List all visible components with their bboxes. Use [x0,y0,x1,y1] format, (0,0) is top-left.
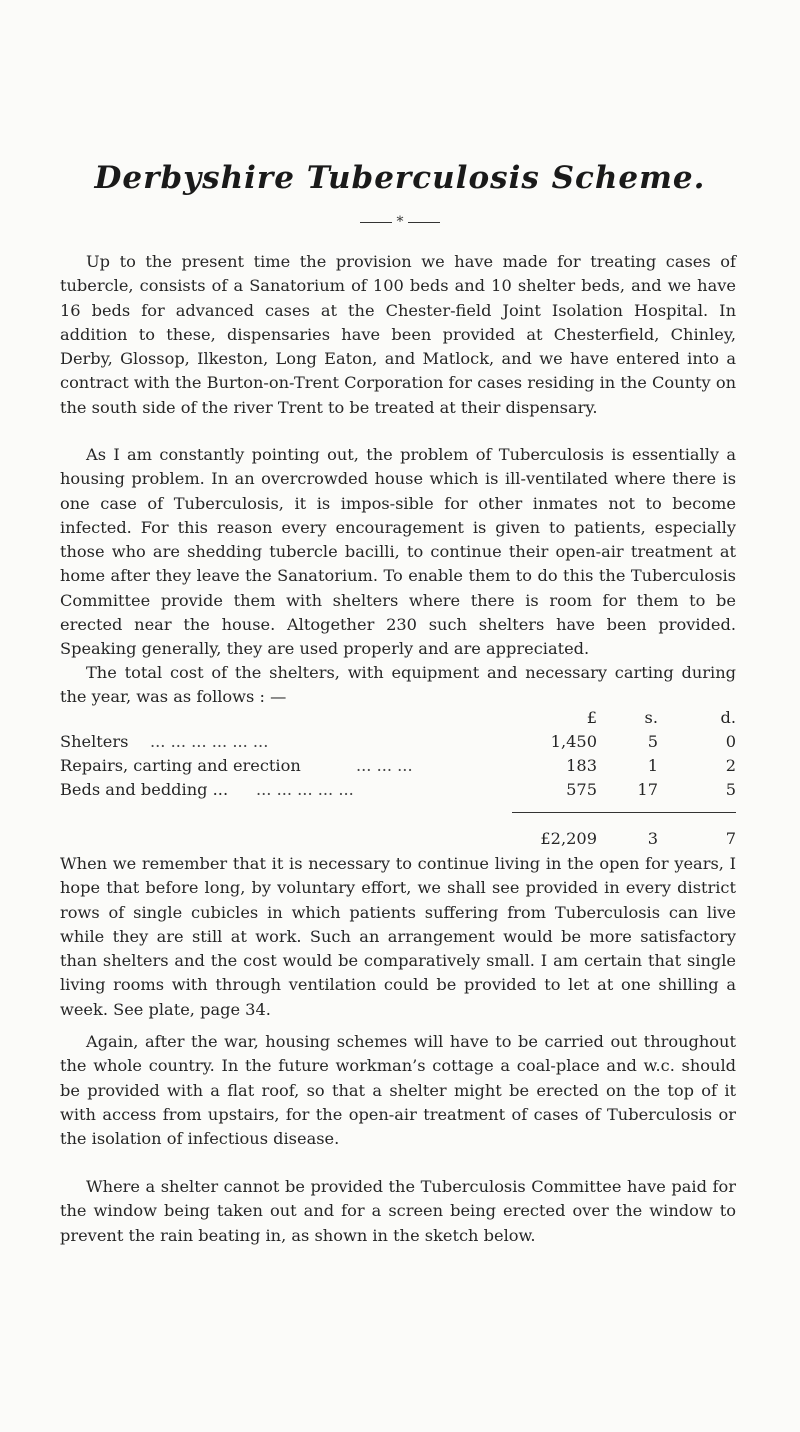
total-shillings: 3 [647,829,658,848]
paragraph-window-screen: Where a shelter cannot be provided the Tuberculosis Committee have paid for the window being taken out and for a screen being erected over the window to prevent the rain beating in, as shown in the sketch below. [60,1177,736,1245]
row-shillings: 1 [647,756,658,775]
leader-dots: ... ... ... ... ... ... [150,732,269,751]
table-row [60,780,736,804]
row-shillings: 17 [637,780,658,799]
ornament-divider [0,214,800,230]
total-row [60,829,736,853]
paragraph-provision: Up to the present time the provision we have made for treating cases of tubercle, consists of a Sanatorium of 100 beds and 10 shelter beds, and we have 16 beds for advanced cases at the Chester-field Joint Isolation Hospital. In addition to these, dispensaries have been provided at Chesterfield, Chinley, Derby, Glossop, Ilkeston, Long Eaton, and Matlock, and we have entered into a contract with the Burton-on-Trent Corporation for cases residing in the County on the south side of the river Trent to be treated at their dispensary. [60,252,736,417]
pounds-header: £ [586,708,597,727]
row-shillings: 5 [647,732,658,751]
page-title: Derbyshire Tuberculosis Scheme. [94,160,706,196]
row-pounds: 183 [566,756,597,775]
row-pounds: 1,450 [550,732,597,751]
paragraph-housing-problem: As I am constantly pointing out, the problem of Tuberculosis is essentially a housing problem. In an overcrowded house which is ill-ventilated where there is one case of Tuberculosis, it is impos-sible for other inmates not to become infected. For this reason every encouragement is given to patients, especially those who are shedding tubercle bacilli, to continue their open-air treatment at home after they leave the Sanatorium. To enable them to do this the Tuberculosis Committee provide them with shelters where there is room for them to be erected near the house. Altogether 230 such shelters have been provided. Speaking generally, they are used properly and are appreciated. [60,445,736,659]
row-pence: 2 [725,756,736,775]
row-pounds: 575 [566,780,597,799]
pence-header: d. [720,708,736,727]
row-pence: 5 [725,780,736,799]
ornament-star: * [396,214,404,230]
row-label: Repairs, carting and erection [60,756,301,775]
leader-dots: ... ... ... ... ... [256,780,354,799]
total-pounds: £2,209 [540,829,597,848]
ornament-rule-left [360,222,392,223]
cost-table-header [60,708,736,732]
row-pence: 0 [725,732,736,751]
table-row [60,732,736,756]
row-label: Shelters [60,732,129,751]
shillings-header: s. [644,708,658,727]
paragraph-cost-intro: The total cost of the shelters, with equipment and necessary carting during the year, was as follows : — [60,663,736,707]
paragraph-cubicles: When we remember that it is necessary to continue living in the open for years, I hope that before long, by voluntary effort, we shall see provided in every district rows of single cubicles in which patients suffering from Tuberculosis can live while they are still at work. Such an arrangement would be more satisfactory than shelters and the cost would be comparatively small. I am certain that single living rooms with through ventilation could be provided to let at one shilling a week. See plate, page 34. [60,854,736,1019]
paragraph-after-war: Again, after the war, housing schemes will have to be carried out throughout the whole country. In the future workman’s cottage a coal-place and w.c. should be provided with a flat roof, so that a shelter might be erected on the top of it with access from upstairs, for the open-air treatment of cases of Tuberculosis or the isolation of infectious disease. [60,1032,736,1149]
leader-dots: ... ... ... [356,756,413,775]
total-pence: 7 [725,829,736,848]
row-label: Beds and bedding ... [60,780,229,799]
total-rule [512,812,736,813]
table-row [60,756,736,780]
ornament-rule-right [408,222,440,223]
